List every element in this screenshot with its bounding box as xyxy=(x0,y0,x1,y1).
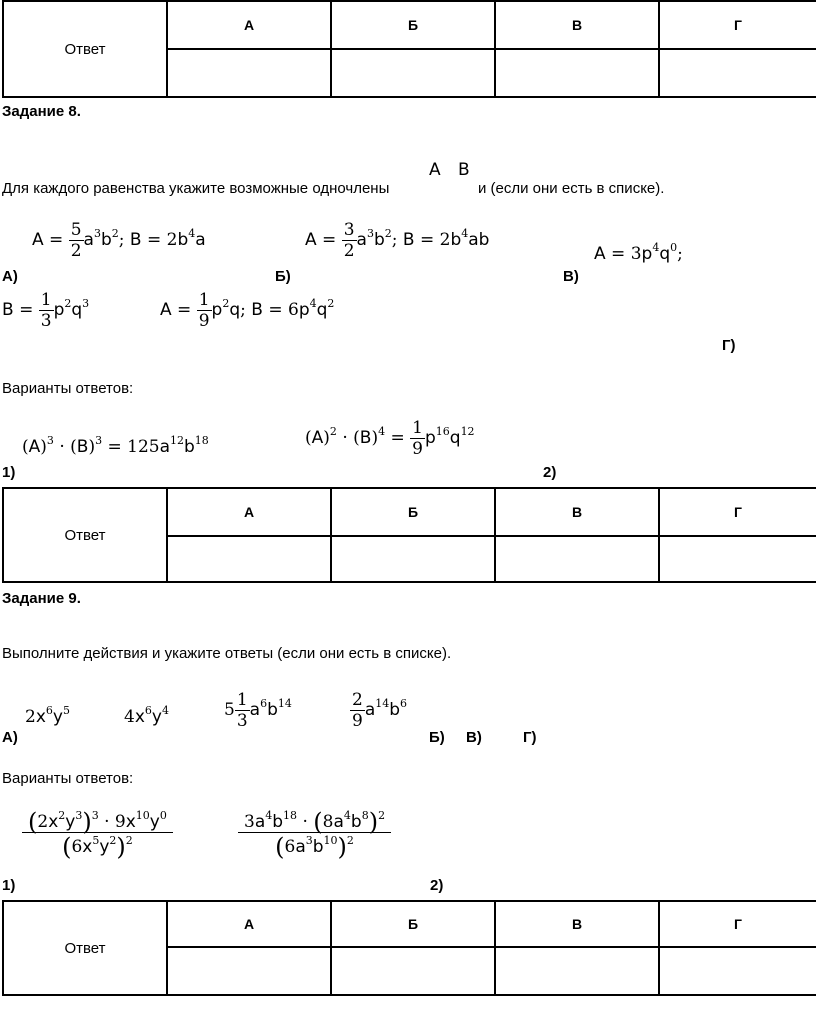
answer-label: Ответ xyxy=(3,488,167,582)
task8-variant-label-1: 1) xyxy=(2,464,16,481)
column-header-g: Г xyxy=(659,1,816,49)
task9-variant-label-1: 1) xyxy=(2,877,16,894)
answer-cell-v[interactable] xyxy=(495,49,659,97)
answer-cell-v[interactable] xyxy=(495,947,659,995)
answer-cell-a[interactable] xyxy=(167,536,331,582)
column-header-a: А xyxy=(167,1,331,49)
column-header-b: Б xyxy=(331,488,495,536)
answer-cell-g[interactable] xyxy=(659,947,816,995)
answer-cell-v[interactable] xyxy=(495,536,659,582)
task8-variants-label: Варианты ответов: xyxy=(2,380,134,397)
task8-label-a: А) xyxy=(2,268,18,285)
task9-expression-v: 5 $\frac{1}{3}$ $a^6b^{14}$ xyxy=(224,690,292,731)
task8-label-b: Б) xyxy=(275,268,291,285)
answer-cell-a[interactable] xyxy=(167,49,331,97)
task8-variant-label-2: 2) xyxy=(543,464,557,481)
answer-cell-b[interactable] xyxy=(331,49,495,97)
answer-table-3 xyxy=(2,900,816,996)
task9-label-v: В) xyxy=(466,729,482,746)
column-header-v: В xyxy=(495,901,659,947)
column-header-g: Г xyxy=(659,901,816,947)
column-header-v: В xyxy=(495,1,659,49)
task8-stacked-b: В xyxy=(458,160,470,180)
answer-cell-g[interactable] xyxy=(659,49,816,97)
column-header-g: Г xyxy=(659,488,816,536)
task9-variant-label-2: 2) xyxy=(430,877,444,894)
task8-equation-v-continued: B = $\frac{1}{3}$ $p^2q^3$ xyxy=(2,290,90,331)
task9-label-g: Г) xyxy=(523,729,537,746)
column-header-a: А xyxy=(167,901,331,947)
column-header-v: В xyxy=(495,488,659,536)
task9-expression-a: $2x^6y^5$ xyxy=(25,704,70,727)
task9-label-a: А) xyxy=(2,729,18,746)
task9-title: Задание 9. xyxy=(2,590,81,607)
task8-variant-1: $(A)^3 \cdot (B)^3 = 125a^{12}b^{18}$ xyxy=(22,434,209,457)
task9-variants-label: Варианты ответов: xyxy=(2,770,134,787)
answer-cell-g[interactable] xyxy=(659,536,816,582)
answer-label: Ответ xyxy=(3,1,167,97)
answer-table-1 xyxy=(2,0,816,98)
task8-instruction: Для каждого равенства укажите возможные одночлены xyxy=(2,180,390,197)
answer-table-2 xyxy=(2,487,816,583)
answer-cell-a[interactable] xyxy=(167,947,331,995)
task9-label-b: Б) xyxy=(429,729,445,746)
task9-variant-2: $\frac{3a^4b^{18} \cdot (8a^4b^8)^2}{(6a^3b^{10})^2}$ xyxy=(238,812,391,861)
task8-equation-a: A = $\frac{5}{2}$ $a^3b^2$; $B = 2b^4a$ xyxy=(32,220,206,261)
task8-label-v: В) xyxy=(563,268,579,285)
answer-cell-b[interactable] xyxy=(331,947,495,995)
answer-label: Ответ xyxy=(3,901,167,995)
column-header-b: Б xyxy=(331,1,495,49)
task8-equation-g: A = $\frac{1}{9}$ $p^2q$; $B = 6p^4q^2$ xyxy=(160,290,335,331)
task8-label-g: Г) xyxy=(722,337,736,354)
answer-cell-b[interactable] xyxy=(331,536,495,582)
task9-expression-b: $4x^6y^4$ xyxy=(124,704,169,727)
task8-equation-v: $A = 3p^4q^0$; xyxy=(594,241,683,264)
task8-variant-2: $(A)^2 \cdot (B)^4$ = $\frac{1}{9}$ $p^{16}q^{12}$ xyxy=(305,418,475,459)
task8-equation-b: A = $\frac{3}{2}$ $a^3b^2$; $B = 2b^4ab$ xyxy=(305,220,490,261)
column-header-b: Б xyxy=(331,901,495,947)
task9-variant-1: $\frac{(2x^2y^3)^3 \cdot 9x^{10}y^0}{(6x^5y^2)^2}$ xyxy=(22,812,173,861)
column-header-a: А xyxy=(167,488,331,536)
task9-expression-g: $\frac{2}{9}$ $a^{14}b^6$ xyxy=(352,690,408,731)
task8-instruction-suffix: и (если они есть в списке). xyxy=(478,180,665,197)
task8-title: Задание 8. xyxy=(2,103,81,120)
task9-instruction: Выполните действия и укажите ответы (если они есть в списке). xyxy=(2,645,452,662)
task8-stacked-a: А xyxy=(429,160,441,180)
